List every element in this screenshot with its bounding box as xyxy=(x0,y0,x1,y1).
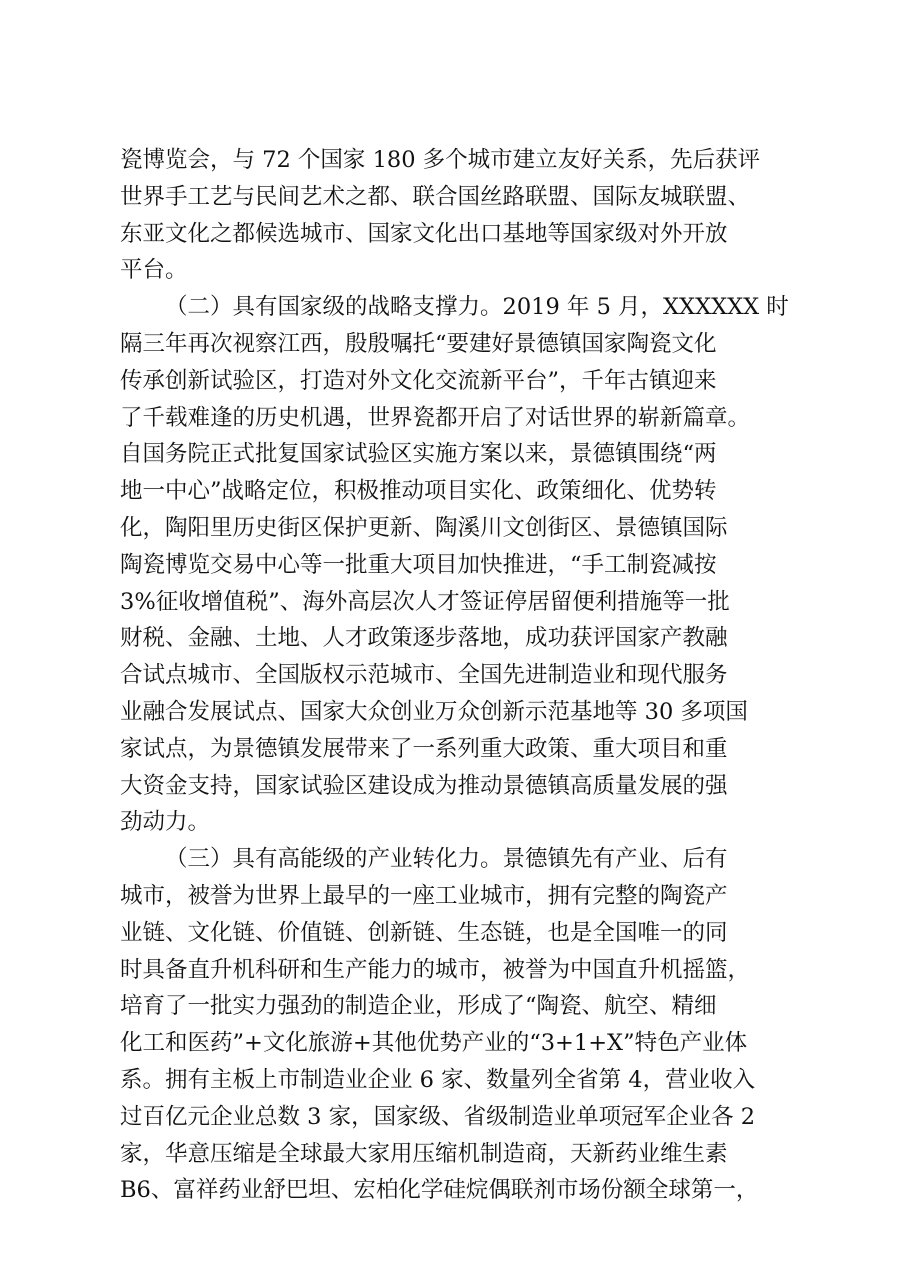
text-line: 隔三年再次视察江西，殷殷嘱托“要建好景德镇国家陶瓷文化 xyxy=(120,330,717,357)
text-line: 业融合发展试点、国家大众创业万众创新示范基地等 30 多项国 xyxy=(120,698,748,725)
document-body xyxy=(120,142,812,1209)
text-line: 东亚文化之都候选城市、国家文化出口基地等国家级对外开放 xyxy=(120,220,728,247)
text-line: 化工和医药”+文化旅游+其他优势产业的“3+1+X”特色产业体 xyxy=(120,1030,748,1057)
text-line: 培育了一批实力强劲的制造企业，形成了“陶瓷、航空、精细 xyxy=(120,993,717,1020)
text-line: 合试点城市、全国版权示范城市、全国先进制造业和现代服务 xyxy=(120,662,728,689)
text-line: 陶瓷博览交易中心等一批重大项目加快推进，“手工制瓷减按 xyxy=(120,551,717,578)
text-line: 业链、文化链、价值链、创新链、生态链，也是全国唯一的同 xyxy=(120,919,728,946)
text-line: 传承创新试验区，打造对外文化交流新平台”，千年古镇迎来 xyxy=(120,367,717,394)
text-line: 了千载难逢的历史机遇，世界瓷都开启了对话世界的崭新篇章。 xyxy=(120,404,751,431)
text-line: 化，陶阳里历史街区保护更新、陶溪川文创街区、景德镇国际 xyxy=(120,514,728,541)
text-line: 瓷博览会，与 72 个国家 180 多个城市建立友好关系，先后获评 xyxy=(120,147,761,173)
text-line: （二）具有国家级的战略支撑力。2019 年 5 月，XXXXXX 时 xyxy=(165,294,789,321)
text-line: 大资金支持，国家试验区建设成为推动景德镇高质量发展的强 xyxy=(120,772,728,799)
text-line: 家，华意压缩是全球最大家用压缩机制造商，天新药业维生素 xyxy=(120,1140,728,1167)
text-line: （三）具有高能级的产业转化力。景德镇先有产业、后有 xyxy=(165,846,728,873)
text-line: 平台。 xyxy=(120,257,188,284)
text-line: 时具备直升机科研和生产能力的城市，被誉为中国直升机摇篮， xyxy=(120,956,751,983)
text-line: 家试点，为景德镇发展带来了一系列重大政策、重大项目和重 xyxy=(120,735,728,762)
paragraph-section-3 xyxy=(120,841,812,1209)
paragraph-section-2 xyxy=(120,289,812,841)
text-line: 城市，被誉为世界上最早的一座工业城市，拥有完整的陶瓷产 xyxy=(120,882,728,909)
text-line: 过百亿元企业总数 3 家，国家级、省级制造业单项冠军企业各 2 xyxy=(120,1103,756,1130)
text-line: 地一中心”战略定位，积极推动项目实化、政策细化、优势转 xyxy=(120,478,717,505)
text-line: 自国务院正式批复国家试验区实施方案以来，景德镇围绕“两 xyxy=(120,441,717,468)
text-line: 3%征收增值税”、海外高层次人才签证停居留便利措施等一批 xyxy=(120,588,730,615)
text-line: 财税、金融、土地、人才政策逐步落地，成功获评国家产教融 xyxy=(120,625,728,652)
text-line: 劲动力。 xyxy=(120,809,211,836)
text-line: B6、富祥药业舒巴坦、宏柏化学硅烷偶联剂市场份额全球第一， xyxy=(120,1177,759,1204)
text-line: 系。拥有主板上市制造业企业 6 家、数量列全省第 4，营业收入 xyxy=(120,1066,756,1093)
paragraph-continuation xyxy=(120,142,812,289)
text-line: 世界手工艺与民间艺术之都、联合国丝路联盟、国际友城联盟、 xyxy=(120,183,751,210)
